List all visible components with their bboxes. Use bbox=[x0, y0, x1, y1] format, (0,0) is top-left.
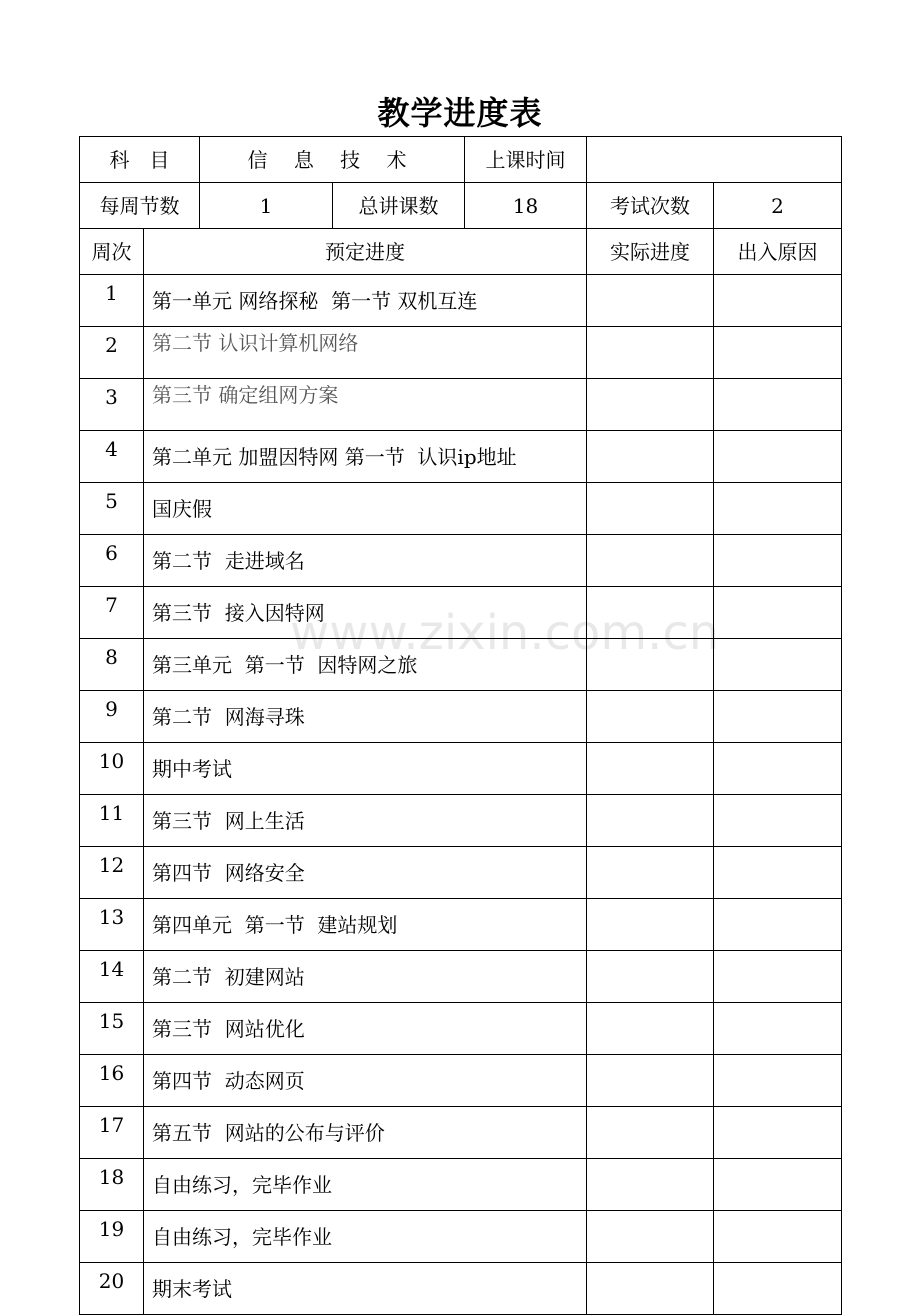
table-row bbox=[80, 1211, 842, 1263]
table-row bbox=[80, 587, 842, 639]
reason-cell bbox=[714, 899, 842, 951]
table-row bbox=[80, 1159, 842, 1211]
reason-cell bbox=[714, 847, 842, 899]
week-number: 6 bbox=[80, 535, 144, 587]
actual-progress-cell bbox=[587, 327, 714, 379]
planned-progress: 第二单元 加盟因特网 第一节 认识ip地址 bbox=[144, 431, 587, 483]
actual-progress-cell bbox=[587, 899, 714, 951]
week-number: 4 bbox=[80, 431, 144, 483]
table-row bbox=[80, 483, 842, 535]
planned-progress: 自由练习，完毕作业 bbox=[144, 1159, 587, 1211]
week-number: 1 bbox=[80, 275, 144, 327]
actual-progress-cell bbox=[587, 275, 714, 327]
reason-cell bbox=[714, 1263, 842, 1315]
reason-cell bbox=[714, 743, 842, 795]
actual-progress-cell bbox=[587, 639, 714, 691]
reason-header: 出入原因 bbox=[714, 229, 842, 275]
actual-progress-cell bbox=[587, 1211, 714, 1263]
reason-cell bbox=[714, 1055, 842, 1107]
actual-progress-cell bbox=[587, 1263, 714, 1315]
reason-cell bbox=[714, 431, 842, 483]
planned-progress: 第二节 网海寻珠 bbox=[144, 691, 587, 743]
week-number: 20 bbox=[80, 1263, 144, 1315]
schedule-rows bbox=[80, 275, 842, 1315]
planned-progress: 第二节 走进域名 bbox=[144, 535, 587, 587]
planned-header: 预定进度 bbox=[144, 229, 587, 275]
table-row bbox=[80, 535, 842, 587]
table-row bbox=[80, 1263, 842, 1315]
week-number: 9 bbox=[80, 691, 144, 743]
table-row bbox=[80, 847, 842, 899]
actual-progress-cell bbox=[587, 795, 714, 847]
info-row-2 bbox=[80, 183, 842, 229]
weekly-lessons-label: 每周节数 bbox=[80, 183, 200, 229]
table-row bbox=[80, 275, 842, 327]
table-row bbox=[80, 691, 842, 743]
reason-cell bbox=[714, 535, 842, 587]
actual-progress-cell bbox=[587, 691, 714, 743]
subject-value: 信 息 技 术 bbox=[200, 137, 465, 183]
total-lessons-label: 总讲课数 bbox=[333, 183, 465, 229]
week-number: 16 bbox=[80, 1055, 144, 1107]
table-row bbox=[80, 327, 842, 379]
table-row bbox=[80, 951, 842, 1003]
week-number: 2 bbox=[80, 327, 144, 379]
week-header: 周次 bbox=[80, 229, 144, 275]
planned-progress: 期中考试 bbox=[144, 743, 587, 795]
table-row bbox=[80, 743, 842, 795]
column-header-row bbox=[80, 229, 842, 275]
subject-label: 科 目 bbox=[80, 137, 200, 183]
planned-progress: 第三节 接入因特网 bbox=[144, 587, 587, 639]
planned-progress: 第五节 网站的公布与评价 bbox=[144, 1107, 587, 1159]
planned-progress: 第一单元 网络探秘 第一节 双机互连 bbox=[144, 275, 587, 327]
week-number: 10 bbox=[80, 743, 144, 795]
planned-progress: 第三单元 第一节 因特网之旅 bbox=[144, 639, 587, 691]
actual-progress-cell bbox=[587, 743, 714, 795]
reason-cell bbox=[714, 951, 842, 1003]
table-row bbox=[80, 1107, 842, 1159]
reason-cell bbox=[714, 275, 842, 327]
planned-progress: 期末考试 bbox=[144, 1263, 587, 1315]
actual-progress-cell bbox=[587, 535, 714, 587]
reason-cell bbox=[714, 483, 842, 535]
table-row bbox=[80, 431, 842, 483]
reason-cell bbox=[714, 1159, 842, 1211]
reason-cell bbox=[714, 639, 842, 691]
actual-header: 实际进度 bbox=[587, 229, 714, 275]
actual-progress-cell bbox=[587, 483, 714, 535]
planned-progress: 第四节 动态网页 bbox=[144, 1055, 587, 1107]
planned-progress: 第二节 初建网站 bbox=[144, 951, 587, 1003]
week-number: 5 bbox=[80, 483, 144, 535]
week-number: 18 bbox=[80, 1159, 144, 1211]
actual-progress-cell bbox=[587, 587, 714, 639]
actual-progress-cell bbox=[587, 1159, 714, 1211]
reason-cell bbox=[714, 1107, 842, 1159]
class-time-value bbox=[587, 137, 842, 183]
actual-progress-cell bbox=[587, 379, 714, 431]
week-number: 15 bbox=[80, 1003, 144, 1055]
reason-cell bbox=[714, 327, 842, 379]
planned-progress: 第三节 网上生活 bbox=[144, 795, 587, 847]
total-lessons-value: 18 bbox=[465, 183, 587, 229]
page-title: 教学进度表 bbox=[377, 94, 543, 132]
actual-progress-cell bbox=[587, 431, 714, 483]
reason-cell bbox=[714, 1211, 842, 1263]
exam-count-label: 考试次数 bbox=[587, 183, 714, 229]
table-row bbox=[80, 795, 842, 847]
table-row bbox=[80, 1055, 842, 1107]
class-time-label: 上课时间 bbox=[465, 137, 587, 183]
actual-progress-cell bbox=[587, 847, 714, 899]
reason-cell bbox=[714, 1003, 842, 1055]
table-row bbox=[80, 379, 842, 431]
week-number: 19 bbox=[80, 1211, 144, 1263]
info-row-1 bbox=[80, 137, 842, 183]
table-row bbox=[80, 899, 842, 951]
watermark: www.zixin.com.cn bbox=[290, 605, 720, 661]
reason-cell bbox=[714, 795, 842, 847]
table-row bbox=[80, 639, 842, 691]
week-number: 7 bbox=[80, 587, 144, 639]
week-number: 14 bbox=[80, 951, 144, 1003]
reason-cell bbox=[714, 379, 842, 431]
actual-progress-cell bbox=[587, 1003, 714, 1055]
week-number: 12 bbox=[80, 847, 144, 899]
week-number: 3 bbox=[80, 379, 144, 431]
actual-progress-cell bbox=[587, 951, 714, 1003]
planned-progress: 第二节 认识计算机网络 bbox=[144, 327, 587, 379]
planned-progress: 第四节 网络安全 bbox=[144, 847, 587, 899]
exam-count-value: 2 bbox=[714, 183, 842, 229]
table-row bbox=[80, 1003, 842, 1055]
week-number: 11 bbox=[80, 795, 144, 847]
week-number: 13 bbox=[80, 899, 144, 951]
planned-progress: 第三节 网站优化 bbox=[144, 1003, 587, 1055]
week-number: 8 bbox=[80, 639, 144, 691]
planned-progress: 国庆假 bbox=[144, 483, 587, 535]
weekly-lessons-value: 1 bbox=[200, 183, 333, 229]
schedule-table bbox=[79, 136, 842, 1315]
week-number: 17 bbox=[80, 1107, 144, 1159]
reason-cell bbox=[714, 691, 842, 743]
planned-progress: 第三节 确定组网方案 bbox=[144, 379, 587, 431]
reason-cell bbox=[714, 587, 842, 639]
actual-progress-cell bbox=[587, 1107, 714, 1159]
planned-progress: 第四单元 第一节 建站规划 bbox=[144, 899, 587, 951]
actual-progress-cell bbox=[587, 1055, 714, 1107]
planned-progress: 自由练习，完毕作业 bbox=[144, 1211, 587, 1263]
